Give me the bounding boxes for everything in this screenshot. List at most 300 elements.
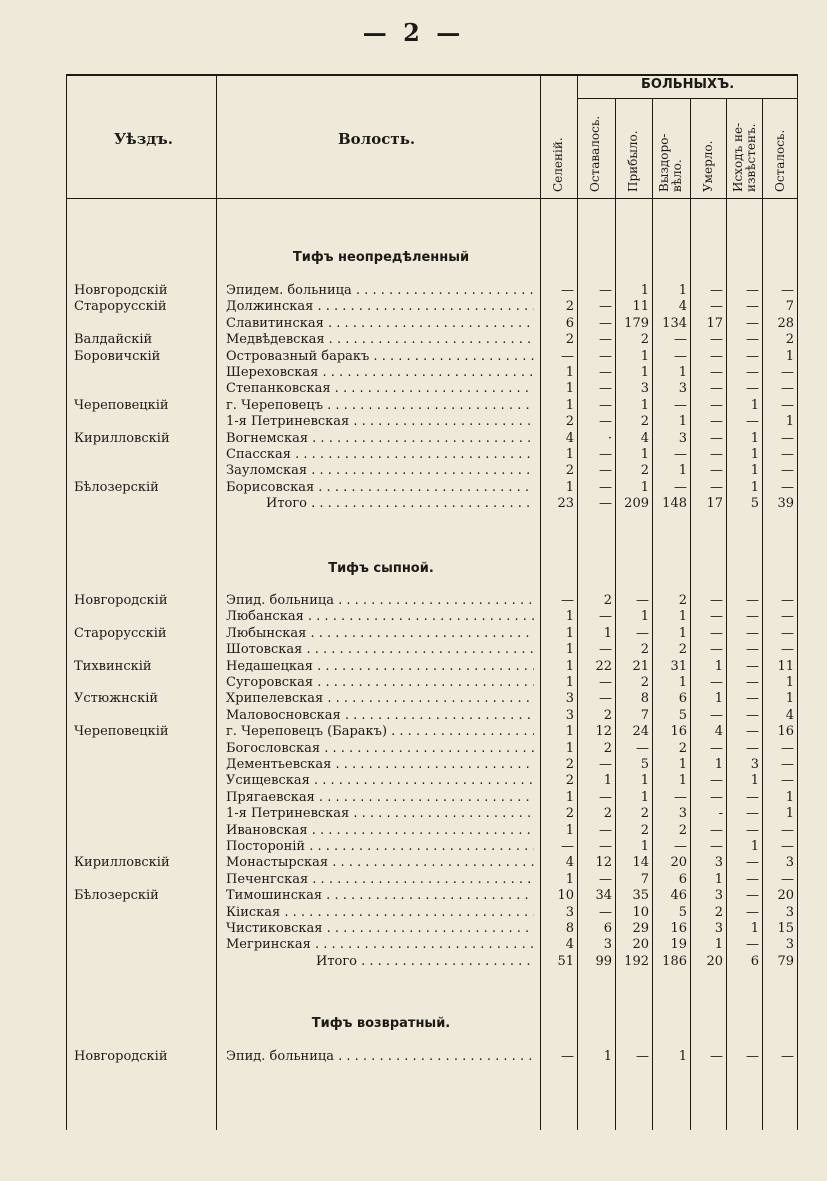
value-cell: — <box>599 789 612 805</box>
value-cell: 148 <box>662 496 687 512</box>
value-cell: — <box>781 283 794 298</box>
value-cell: 1 <box>565 675 574 690</box>
value-cell: 1 <box>750 463 759 479</box>
value-cell: — <box>746 675 759 690</box>
volost-cell: Степанковская . . . <box>226 381 534 397</box>
value-cell: — <box>746 593 759 608</box>
value-cell: 1 <box>714 937 723 953</box>
value-cell: 3 <box>603 937 612 953</box>
value-cell: — <box>746 658 759 674</box>
value-cell: 3 <box>785 904 794 920</box>
value-cell: — <box>636 1049 649 1064</box>
value-cell: 31 <box>670 658 687 674</box>
table-row <box>66 480 798 496</box>
value-cell: — <box>746 642 759 658</box>
value-cell: 1 <box>565 447 574 462</box>
header-subcol-line: Осталось. <box>773 129 787 192</box>
value-cell: — <box>674 397 687 413</box>
value-cell: 2 <box>565 414 574 430</box>
header-subcol <box>774 130 787 192</box>
volost-cell: Хрипелевская . . . <box>226 691 534 707</box>
volost-cell: Печенгская . . . <box>226 872 534 888</box>
volost-cell: Недашецкая . . . <box>226 659 534 675</box>
table-row <box>66 757 798 773</box>
value-cell: — <box>781 447 794 462</box>
value-cell: 17 <box>706 496 723 512</box>
value-cell: 1 <box>640 839 649 854</box>
uezd-cell: Кирилловскій <box>74 855 170 871</box>
table-row <box>66 708 798 724</box>
value-cell: 79 <box>777 953 794 969</box>
table-row <box>66 398 798 414</box>
value-cell: — <box>746 707 759 723</box>
value-cell: — <box>599 332 612 348</box>
value-cell: 192 <box>624 953 649 969</box>
value-cell: 1 <box>640 609 649 625</box>
value-cell: 1 <box>750 839 759 854</box>
volost-cell: Любынская . . . <box>226 626 534 642</box>
value-cell: 1 <box>565 642 574 658</box>
value-cell: — <box>599 479 612 495</box>
volost-cell: 1-я Петриневская . . . <box>226 414 534 430</box>
value-cell: — <box>781 625 794 641</box>
value-cell: — <box>599 397 612 413</box>
value-cell: — <box>746 299 759 315</box>
value-cell: — <box>599 904 612 920</box>
section-title: Тифъ сыпной. <box>328 561 434 576</box>
table-row <box>66 626 798 642</box>
uezd-cell: Новгородскій <box>74 283 168 298</box>
value-cell: 99 <box>595 953 612 969</box>
table-row <box>66 888 798 904</box>
value-cell: 2 <box>565 299 574 315</box>
table-row <box>66 642 798 658</box>
value-cell: 4 <box>785 707 794 723</box>
value-cell: — <box>710 625 723 641</box>
value-cell: — <box>746 724 759 740</box>
header-subcol <box>627 130 640 192</box>
value-cell: 1 <box>714 871 723 887</box>
header-selenii: Селеній. <box>551 137 565 192</box>
value-cell: 2 <box>640 332 649 348</box>
value-cell: 2 <box>640 822 649 838</box>
value-cell: 23 <box>557 496 574 512</box>
value-cell: 1 <box>565 740 574 756</box>
table-row <box>66 937 798 953</box>
table-row <box>66 447 798 463</box>
table-row <box>66 431 798 447</box>
table-row <box>66 905 798 921</box>
value-cell: 3 <box>678 806 687 822</box>
table-row <box>66 659 798 675</box>
value-cell: — <box>781 773 794 789</box>
value-cell: — <box>674 789 687 805</box>
table-row <box>66 414 798 430</box>
value-cell: — <box>781 430 794 446</box>
value-cell: 29 <box>632 921 649 936</box>
value-cell: 2 <box>565 332 574 348</box>
value-cell: 186 <box>662 953 687 969</box>
value-cell: 1 <box>565 365 574 380</box>
value-cell: — <box>710 773 723 789</box>
value-cell: — <box>636 593 649 608</box>
value-cell: 2 <box>603 806 612 822</box>
value-cell: — <box>599 496 612 512</box>
value-cell: — <box>746 315 759 331</box>
value-cell: — <box>746 789 759 805</box>
value-cell: 1 <box>714 757 723 772</box>
table-row <box>66 823 798 839</box>
value-cell: — <box>710 430 723 446</box>
value-cell: — <box>710 789 723 805</box>
value-cell: 1 <box>640 479 649 495</box>
uezd-cell: Бѣлозерскій <box>74 479 159 495</box>
value-cell: — <box>710 348 723 364</box>
value-cell: 39 <box>777 496 794 512</box>
value-cell: — <box>746 822 759 838</box>
value-cell: 1 <box>678 609 687 625</box>
value-cell: — <box>710 283 723 298</box>
value-cell: — <box>746 609 759 625</box>
value-cell: — <box>599 691 612 707</box>
header-subcol-line: Исходъ не- <box>731 122 745 192</box>
value-cell: 7 <box>640 871 649 887</box>
value-cell: — <box>746 348 759 364</box>
volost-cell: Шотовская . . . <box>226 642 534 658</box>
table-row <box>66 921 798 937</box>
volost-cell: Чистиковская . . . <box>226 921 534 937</box>
value-cell: — <box>781 479 794 495</box>
value-cell: 12 <box>595 724 612 740</box>
volost-cell: Дементьевская . . . <box>226 757 534 773</box>
uezd-cell: Череповецкій <box>74 724 169 740</box>
value-cell: 2 <box>714 904 723 920</box>
value-cell: 1 <box>750 479 759 495</box>
value-cell: — <box>674 839 687 854</box>
table-row <box>66 299 798 315</box>
value-cell: 6 <box>750 953 759 969</box>
table-row <box>66 790 798 806</box>
value-cell: 1 <box>750 430 759 446</box>
value-cell: — <box>710 463 723 479</box>
value-cell: 2 <box>785 332 794 348</box>
value-cell: 1 <box>785 789 794 805</box>
volost-cell: Тимошинская . . . <box>226 888 534 904</box>
table-row <box>66 332 798 348</box>
value-cell: — <box>781 609 794 625</box>
value-cell: 1 <box>603 625 612 641</box>
uezd-cell: Бѣлозерскій <box>74 888 159 904</box>
value-cell: — <box>710 740 723 756</box>
value-cell: 3 <box>714 855 723 871</box>
value-cell: — <box>746 414 759 430</box>
value-cell: 4 <box>678 299 687 315</box>
value-cell: 1 <box>640 789 649 805</box>
header-subcol-line: Прибыло. <box>626 130 640 192</box>
value-cell: — <box>710 381 723 397</box>
value-cell: 1 <box>678 675 687 690</box>
table-row <box>66 806 798 822</box>
volost-cell: Итого . . . <box>226 954 534 970</box>
table-row <box>66 839 798 855</box>
header-subcol-line: Оставалось. <box>588 115 602 192</box>
value-cell: — <box>599 839 612 854</box>
value-cell: 1 <box>603 1049 612 1064</box>
value-cell: 16 <box>670 921 687 936</box>
value-cell: 7 <box>785 299 794 315</box>
value-cell: 2 <box>678 593 687 608</box>
section-title: Тифъ возвратный. <box>311 1016 451 1031</box>
value-cell: 1 <box>640 365 649 380</box>
value-cell: 3 <box>750 757 759 772</box>
volost-cell: Вогнемская . . . <box>226 431 534 447</box>
value-cell: — <box>599 871 612 887</box>
value-cell: — <box>674 332 687 348</box>
table-row <box>66 609 798 625</box>
value-cell: 20 <box>670 855 687 871</box>
table-row <box>66 855 798 871</box>
uezd-cell: Боровичскій <box>74 348 161 364</box>
value-cell: 1 <box>565 479 574 495</box>
table-row <box>66 381 798 397</box>
value-cell: 1 <box>640 447 649 462</box>
value-cell: 22 <box>595 658 612 674</box>
volost-cell: Ивановская . . . <box>226 823 534 839</box>
value-cell: — <box>781 871 794 887</box>
value-cell: 24 <box>632 724 649 740</box>
value-cell: 2 <box>640 463 649 479</box>
value-cell: — <box>746 740 759 756</box>
value-cell: 209 <box>624 496 649 512</box>
value-cell: — <box>746 888 759 904</box>
value-cell: 2 <box>640 806 649 822</box>
value-cell: — <box>674 447 687 462</box>
table-row <box>66 675 798 691</box>
volost-cell: Эпид. больница . . . <box>226 1049 534 1065</box>
table-row <box>66 365 798 381</box>
value-cell: — <box>710 414 723 430</box>
statistics-table <box>66 74 798 1130</box>
value-cell: — <box>710 642 723 658</box>
volost-cell: Сугоровская . . . <box>226 675 534 691</box>
value-cell: — <box>599 822 612 838</box>
header-subcol-line: вѣло. <box>670 159 684 192</box>
uezd-cell: Валдайскій <box>74 332 153 348</box>
value-cell: 1 <box>565 724 574 740</box>
value-cell: 1 <box>678 463 687 479</box>
value-cell: — <box>710 822 723 838</box>
volost-cell: 1-я Петриневская . . . <box>226 806 534 822</box>
table-row <box>66 593 798 609</box>
value-cell: 1 <box>565 397 574 413</box>
value-cell: 6 <box>603 921 612 936</box>
value-cell: 20 <box>632 937 649 953</box>
value-cell: — <box>746 625 759 641</box>
value-cell: — <box>599 283 612 298</box>
value-cell: — <box>599 463 612 479</box>
value-cell: — <box>781 1049 794 1064</box>
value-cell: 2 <box>640 642 649 658</box>
value-cell: — <box>561 593 574 608</box>
value-cell: — <box>561 1049 574 1064</box>
header-uezd: Уѣздъ. <box>114 130 174 148</box>
volost-cell: Итого . . . <box>226 496 534 512</box>
bolnykh-rule <box>577 98 798 99</box>
value-cell: 46 <box>670 888 687 904</box>
value-cell: — <box>746 871 759 887</box>
value-cell: 1 <box>640 283 649 298</box>
section-title: Тифъ неопредѣленный <box>292 250 470 265</box>
volost-cell: г. Череповецъ (Баракъ) . . . <box>226 724 534 740</box>
table-top-rule <box>66 74 798 76</box>
header-subcol-line: Выздоро- <box>657 133 671 192</box>
value-cell: 2 <box>640 675 649 690</box>
value-cell: 4 <box>565 855 574 871</box>
value-cell: — <box>674 479 687 495</box>
volost-cell: Островазный баракъ . . . <box>226 349 534 365</box>
volost-cell: Славитинская . . . <box>226 316 534 332</box>
value-cell: — <box>746 806 759 822</box>
value-cell: 6 <box>678 691 687 707</box>
value-cell: — <box>710 675 723 690</box>
value-cell: — <box>710 609 723 625</box>
table-row <box>66 691 798 707</box>
volost-cell: Усищевская . . . <box>226 773 534 789</box>
value-cell: 4 <box>565 430 574 446</box>
value-cell: 2 <box>640 414 649 430</box>
value-cell: 1 <box>750 397 759 413</box>
value-cell: 11 <box>777 658 794 674</box>
value-cell: · <box>607 430 612 446</box>
value-cell: 1 <box>678 365 687 380</box>
value-cell: — <box>710 299 723 315</box>
value-cell: — <box>746 381 759 397</box>
value-cell: 1 <box>750 447 759 462</box>
value-cell: 21 <box>632 658 649 674</box>
value-cell: 28 <box>777 315 794 331</box>
volost-cell: Кiиская . . . <box>226 905 534 921</box>
value-cell: 1 <box>640 348 649 364</box>
volost-cell: Любанская . . . <box>226 609 534 625</box>
value-cell: — <box>599 365 612 380</box>
value-cell: 2 <box>603 740 612 756</box>
header-bolnykh: БОЛЬНЫХЪ. <box>641 77 735 92</box>
volost-cell: Зауломская . . . <box>226 463 534 479</box>
value-cell: 6 <box>678 871 687 887</box>
value-cell: — <box>636 625 649 641</box>
value-cell: 2 <box>678 822 687 838</box>
value-cell: — <box>781 593 794 608</box>
value-cell: 4 <box>714 724 723 740</box>
value-cell: - <box>718 806 723 822</box>
value-cell: — <box>710 365 723 380</box>
value-cell: — <box>599 299 612 315</box>
value-cell: 6 <box>565 315 574 331</box>
value-cell: 1 <box>678 625 687 641</box>
value-cell: 3 <box>678 430 687 446</box>
value-cell: 34 <box>595 888 612 904</box>
table-row <box>66 773 798 789</box>
total-row <box>66 954 798 970</box>
volost-cell: Прягаевская . . . <box>226 790 534 806</box>
value-cell: — <box>746 332 759 348</box>
table-row <box>66 724 798 740</box>
value-cell: 20 <box>777 888 794 904</box>
value-cell: 3 <box>714 888 723 904</box>
table-row <box>66 349 798 365</box>
uezd-cell: Тихвинскій <box>74 658 152 674</box>
value-cell: 5 <box>640 757 649 772</box>
value-cell: — <box>710 447 723 462</box>
value-cell: 1 <box>565 609 574 625</box>
header-subcol <box>702 141 715 192</box>
volost-cell: Должинская . . . <box>226 299 534 315</box>
volost-cell: Мегринская . . . <box>226 937 534 953</box>
uezd-cell: Череповецкій <box>74 397 169 413</box>
value-cell: 10 <box>557 888 574 904</box>
volost-cell: Посторонiй . . . <box>226 839 534 855</box>
volost-cell: Богословская . . . <box>226 741 534 757</box>
value-cell: 1 <box>750 773 759 789</box>
value-cell: — <box>781 365 794 380</box>
value-cell: — <box>746 904 759 920</box>
value-cell: — <box>599 757 612 772</box>
value-cell: 4 <box>640 430 649 446</box>
value-cell: 1 <box>678 1049 687 1064</box>
total-row <box>66 496 798 512</box>
value-cell: 1 <box>785 675 794 690</box>
value-cell: — <box>746 283 759 298</box>
table-row <box>66 316 798 332</box>
value-cell: 1 <box>565 822 574 838</box>
value-cell: 1 <box>565 381 574 397</box>
value-cell: — <box>710 707 723 723</box>
value-cell: 3 <box>678 381 687 397</box>
value-cell: 12 <box>595 855 612 871</box>
value-cell: — <box>561 283 574 298</box>
value-cell: 2 <box>603 707 612 723</box>
value-cell: 3 <box>785 937 794 953</box>
value-cell: — <box>710 332 723 348</box>
value-cell: 51 <box>557 953 574 969</box>
value-cell: 2 <box>678 740 687 756</box>
value-cell: 35 <box>632 888 649 904</box>
value-cell: 1 <box>678 757 687 772</box>
uezd-cell: Устюжнскій <box>74 691 159 707</box>
value-cell: — <box>599 348 612 364</box>
value-cell: 5 <box>750 496 759 512</box>
value-cell: 1 <box>785 806 794 822</box>
value-cell: — <box>599 642 612 658</box>
table-row <box>66 872 798 888</box>
value-cell: — <box>561 839 574 854</box>
value-cell: — <box>710 1049 723 1064</box>
value-cell: — <box>781 463 794 479</box>
value-cell: 1 <box>565 789 574 805</box>
uezd-cell: Старорусскій <box>74 299 167 315</box>
value-cell: 2 <box>565 773 574 789</box>
value-cell: 15 <box>777 921 794 936</box>
value-cell: 8 <box>565 921 574 936</box>
table-row <box>66 1049 798 1065</box>
value-cell: 1 <box>750 921 759 936</box>
value-cell: — <box>674 348 687 364</box>
value-cell: — <box>781 839 794 854</box>
value-cell: — <box>781 757 794 772</box>
value-cell: 3 <box>714 921 723 936</box>
value-cell: 3 <box>640 381 649 397</box>
value-cell: 16 <box>777 724 794 740</box>
